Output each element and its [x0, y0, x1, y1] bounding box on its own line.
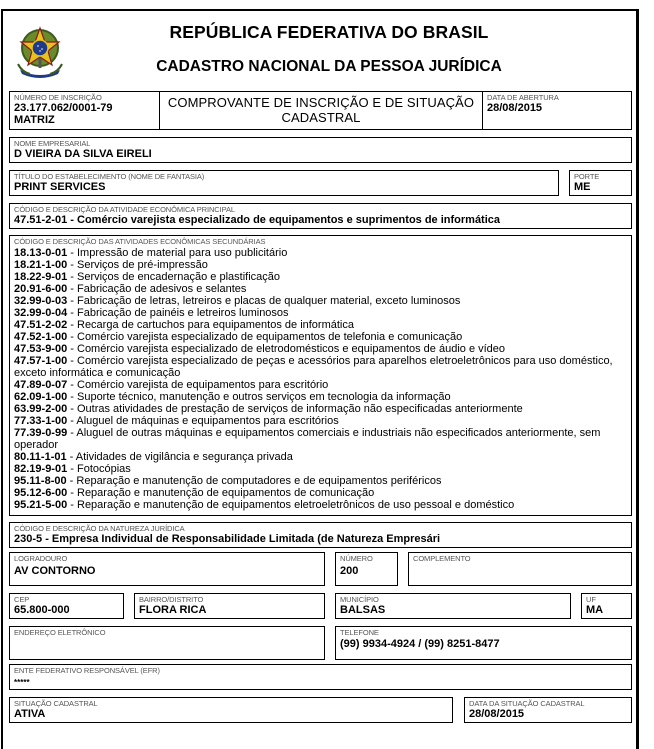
nome-empresarial-box [9, 137, 632, 163]
porte-value: ME [574, 181, 591, 193]
situacao-label: SITUAÇÃO CADASTRAL [14, 699, 98, 708]
numero-label: NÚMERO [340, 554, 373, 563]
activity-description: - Serviços de encadernação e plastificação [67, 271, 281, 283]
page-title: REPÚBLICA FEDERATIVA DO BRASIL [169, 22, 489, 42]
cep-box [9, 593, 124, 619]
logradouro-label: LOGRADOURO [14, 554, 68, 563]
activity-description: - Comércio varejista especializado de eletrodomésticos e equipamentos de áudio e vídeo [67, 343, 506, 355]
activity-code: 80.11-1-01 [14, 451, 67, 463]
activity-code: 95.21-5-00 [14, 499, 68, 511]
list-item [14, 379, 627, 391]
activity-code: 63.99-2-00 [14, 403, 68, 415]
atividade-principal-label: CÓDIGO E DESCRIÇÃO DA ATIVIDADE ECONÔMICA PRINCIPAL [14, 205, 235, 214]
inscricao-type: MATRIZ [14, 114, 55, 126]
atividade-principal-value [14, 214, 500, 226]
comprovante-box [159, 91, 483, 130]
data-situacao-label: DATA DA SITUAÇÃO CADASTRAL [469, 699, 585, 708]
uf-label: UF [586, 595, 596, 604]
list-item [14, 451, 627, 463]
activity-description: - Serviços de pré-impressão [67, 259, 208, 271]
activity-code: 82.19-9-01 [14, 463, 68, 475]
activity-code: 20.91-6-00 [14, 283, 68, 295]
list-item [14, 355, 627, 379]
data-situacao-value: 28/08/2015 [469, 708, 525, 720]
list-item [14, 283, 627, 295]
complemento-box [408, 552, 632, 586]
activity-code: 32.99-0-03 [14, 295, 68, 307]
atividade-principal-desc: - Comércio varejista especializado de equipamentos e suprimentos de informática [67, 214, 501, 226]
activity-code: 18.13-0-01 [14, 247, 68, 259]
activity-description: - Aluguel de outras máquinas e equipamentos comerciais e industriais não especificados anteriormente, sem operador [14, 427, 601, 451]
titulo-box [9, 170, 559, 196]
comprovante-line1: COMPROVANTE DE INSCRIÇÃO E DE SITUAÇÃO [167, 95, 475, 110]
abertura-label: DATA DE ABERTURA [487, 93, 559, 102]
atividades-secundarias-box [9, 235, 632, 516]
uf-value: MA [586, 604, 604, 616]
complemento-label: COMPLEMENTO [413, 554, 471, 563]
activity-description: - Fotocópias [67, 463, 131, 475]
activity-description: - Reparação e manutenção de equipamentos eletroeletrônicos de uso pessoal e doméstico [67, 499, 515, 511]
nome-empresarial-label: NOME EMPRESARIAL [14, 139, 91, 148]
list-item [14, 319, 627, 331]
activity-description: - Reparação e manutenção de equipamentos de comunicação [67, 487, 375, 499]
municipio-value: BALSAS [340, 604, 386, 616]
comprovante-line2: CADASTRAL [281, 110, 361, 125]
bairro-label: BAIRRO/DISTRITO [139, 595, 204, 604]
numero-value: 200 [340, 565, 359, 577]
municipio-label: MUNICÍPIO [340, 595, 379, 604]
inscricao-value: 23.177.062/0001-79 [14, 102, 113, 114]
activity-code: 18.22-9-01 [14, 271, 68, 283]
list-item [14, 391, 627, 403]
list-item [14, 271, 627, 283]
page-subtitle: CADASTRO NACIONAL DA PESSOA JURÍDICA [156, 58, 502, 75]
activity-description: - Suporte técnico, manutenção e outros serviços em tecnologia da informação [67, 391, 451, 403]
activity-code: 62.09-1-00 [14, 391, 68, 403]
atividade-principal-box [9, 203, 632, 229]
list-item [14, 259, 627, 271]
inscricao-box [9, 91, 160, 130]
activity-code: 18.21-1-00 [14, 259, 68, 271]
list-item [14, 403, 627, 415]
list-item [14, 247, 627, 259]
activity-description: - Recarga de cartuchos para equipamentos de informática [67, 319, 354, 331]
uf-box [581, 593, 632, 619]
nome-empresarial-value: D VIEIRA DA SILVA EIRELI [14, 148, 152, 160]
activity-description: - Aluguel de máquinas e equipamentos para escritórios [67, 415, 339, 427]
activity-code: 95.11-8-00 [14, 475, 67, 487]
activity-description: - Fabricação de adesivos e selantes [67, 283, 247, 295]
list-item [14, 427, 627, 451]
activity-code: 47.52-1-00 [14, 331, 68, 343]
natureza-juridica-label: CÓDIGO E DESCRIÇÃO DA NATUREZA JURÍDICA [14, 524, 185, 533]
inscricao-label: NÚMERO DE INSCRIÇÃO [14, 93, 102, 102]
atividades-secundarias-list [14, 247, 627, 511]
activity-code: 47.57-1-00 [14, 355, 68, 367]
logradouro-box [9, 552, 325, 586]
efr-box [9, 664, 632, 690]
titulo-label: TÍTULO DO ESTABELECIMENTO (NOME DE FANTASIA) [14, 172, 205, 181]
natureza-juridica-value: 230-5 - Empresa Individual de Responsabilidade Limitada (de Natureza Empresári [14, 533, 441, 545]
cep-label: CEP [14, 595, 30, 604]
natureza-juridica-box [9, 522, 632, 548]
list-item [14, 343, 627, 355]
activity-code: 47.53-9-00 [14, 343, 68, 355]
list-item [14, 475, 627, 487]
activity-code: 95.12-6-00 [14, 487, 68, 499]
activity-code: 32.99-0-04 [14, 307, 68, 319]
telefone-label: TELEFONE [340, 628, 379, 637]
atividade-principal-code: 47.51-2-01 [14, 214, 68, 226]
atividades-secundarias-label: CÓDIGO E DESCRIÇÃO DAS ATIVIDADES ECONÔMICAS SECUNDÁRIAS [14, 237, 266, 246]
list-item [14, 487, 627, 499]
numero-box [335, 552, 398, 586]
porte-label: PORTE [574, 172, 600, 181]
email-box [9, 626, 325, 660]
activity-code: 77.33-1-00 [14, 415, 68, 427]
activity-code: 47.89-0-07 [14, 379, 68, 391]
email-label: ENDEREÇO ELETRÔNICO [14, 628, 106, 637]
porte-box [569, 170, 632, 196]
activity-description: - Comércio varejista especializado de peças e acessórios para aparelhos eletroeletrônicos para uso doméstico, exceto informática e comunicação [14, 355, 613, 379]
logradouro-value: AV CONTORNO [14, 565, 96, 577]
list-item [14, 415, 627, 427]
telefone-box [335, 626, 632, 660]
situacao-box [9, 697, 453, 723]
efr-label: ENTE FEDERATIVO RESPONSÁVEL (EFR) [14, 666, 160, 675]
efr-value: ***** [14, 678, 30, 687]
titulo-value: PRINT SERVICES [14, 181, 106, 193]
telefone-value: (99) 9934-4924 / (99) 8251-8477 [340, 638, 500, 650]
bairro-value: FLORA RICA [139, 604, 207, 616]
abertura-box [482, 91, 632, 130]
activity-description: - Reparação e manutenção de computadores e de equipamentos periféricos [66, 475, 442, 487]
data-situacao-box [464, 697, 632, 723]
activity-code: 47.51-2-02 [14, 319, 68, 331]
list-item [14, 307, 627, 319]
abertura-value: 28/08/2015 [487, 102, 543, 114]
list-item [14, 295, 627, 307]
list-item [14, 499, 627, 511]
activity-description: - Comércio varejista de equipamentos para escritório [67, 379, 329, 391]
list-item [14, 463, 627, 475]
bairro-box [134, 593, 325, 619]
activity-code: 77.39-0-99 [14, 427, 68, 439]
activity-description: - Fabricação de painéis e letreiros luminosos [67, 307, 289, 319]
situacao-value: ATIVA [14, 708, 46, 720]
activity-description: - Outras atividades de prestação de serviços de informação não especificadas anteriormente [67, 403, 523, 415]
list-item [14, 331, 627, 343]
activity-description: - Comércio varejista especializado de equipamentos de telefonia e comunicação [67, 331, 463, 343]
municipio-box [335, 593, 571, 619]
activity-description: - Atividades de vigilância e segurança privada [66, 451, 293, 463]
activity-description: - Fabricação de letras, letreiros e placas de qualquer material, exceto luminosos [67, 295, 461, 307]
activity-description: - Impressão de material para uso publicitário [67, 247, 288, 259]
cep-value: 65.800-000 [14, 604, 70, 616]
